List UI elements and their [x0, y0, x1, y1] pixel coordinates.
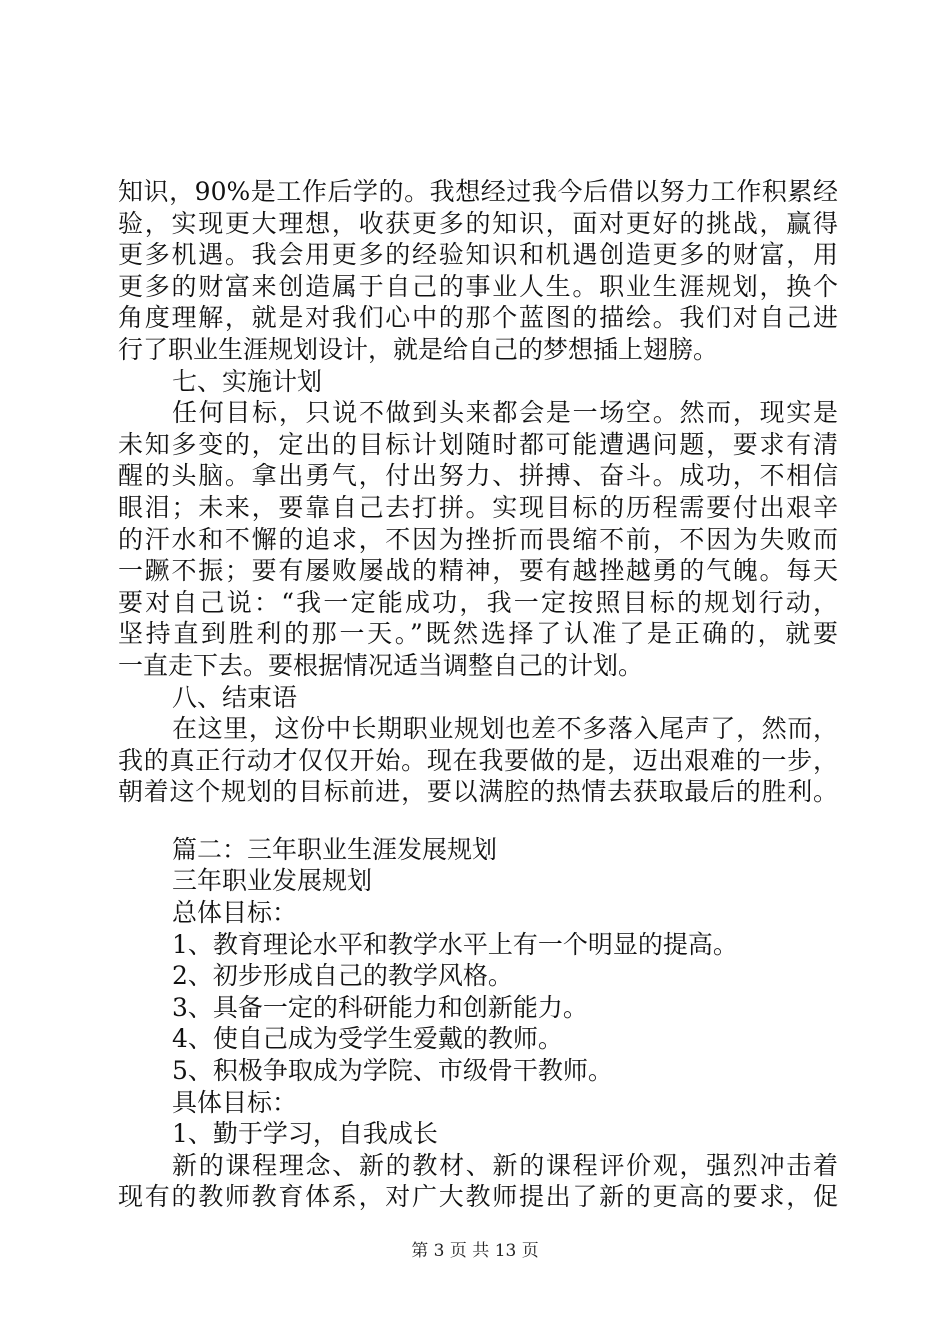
part-subtitle: 三年职业发展规划 [172, 866, 373, 896]
paragraph-line: 角度理解，就是对我们心中的那个蓝图的描绘。我们对自己进 [118, 303, 838, 333]
document-body [118, 176, 838, 1213]
spacer [118, 808, 838, 834]
paragraph-line: 一蹶不振；要有屡败屡战的精神，要有越挫越勇的气魄。每天 [118, 556, 838, 586]
section-heading: 七、实施计划 [172, 366, 323, 396]
paragraph-line: 更多的财富来创造属于自己的事业人生。职业生涯规划，换个 [118, 271, 838, 301]
paragraph-line: 朝着这个规划的目标前进，要以满腔的热情去获取最后的胜利。 [118, 777, 838, 807]
paragraph-line: 醒的头脑。拿出勇气，付出努力、拼搏、奋斗。成功，不相信 [118, 461, 838, 491]
paragraph-line: 未知多变的，定出的目标计划随时都可能遭遇问题，要求有清 [118, 429, 838, 459]
paragraph-line: 要对自己说：“我一定能成功，我一定按照目标的规划行动， [118, 587, 838, 617]
paragraph-line: 一直走下去。要根据情况适当调整自己的计划。 [118, 650, 644, 680]
paragraph-line: 在这里，这份中长期职业规划也差不多落入尾声了，然而， [172, 714, 838, 744]
paragraph-line: 任何目标，只说不做到头来都会是一场空。然而，现实是 [172, 398, 838, 428]
paragraph-line: 的汗水和不懈的追求，不因为挫折而畏缩不前，不因为失败而 [118, 524, 838, 554]
paragraph-line: 行了职业生涯规划设计，就是给自己的梦想插上翅膀。 [118, 334, 719, 364]
paragraph-line: 现有的教师教育体系，对广大教师提出了新的更高的要求，促 [118, 1182, 838, 1212]
paragraph-line: 眼泪；未来，要靠自己去打拼。实现目标的历程需要付出艰辛 [118, 492, 838, 522]
paragraph-line: 更多机遇。我会用更多的经验知识和机遇创造更多的财富，用 [118, 240, 838, 270]
paragraph-line: 知识，90%是工作后学的。我想经过我今后借以努力工作积累经 [118, 177, 838, 206]
list-item: 3、具备一定的科研能力和创新能力。 [172, 992, 588, 1022]
list-item: 5、积极争取成为学院、市级骨干教师。 [172, 1056, 613, 1086]
overall-goals-heading: 总体目标： [172, 898, 298, 928]
list-item: 1、勤于学习，自我成长 [172, 1119, 438, 1149]
paragraph-line: 坚持直到胜利的那一天。”既然选择了认准了是正确的，就要 [118, 619, 838, 649]
list-item: 2、初步形成自己的教学风格。 [172, 961, 513, 991]
list-item: 1、教育理论水平和教学水平上有一个明显的提高。 [172, 929, 738, 959]
part-title: 篇二：三年职业生涯发展规划 [172, 834, 498, 864]
paragraph-line: 验，实现更大理想，收获更多的知识，面对更好的挑战，赢得 [118, 208, 838, 238]
page-number-footer: 第 3 页 共 13 页 [411, 1241, 539, 1261]
list-item: 4、使自己成为受学生爱戴的教师。 [172, 1024, 563, 1054]
section-heading: 八、结束语 [172, 682, 298, 712]
paragraph-line: 新的课程理念、新的教材、新的课程评价观，强烈冲击着 [172, 1150, 838, 1180]
paragraph-line: 我的真正行动才仅仅开始。现在我要做的是，迈出艰难的一步， [118, 745, 838, 775]
specific-goals-heading: 具体目标： [172, 1087, 298, 1117]
